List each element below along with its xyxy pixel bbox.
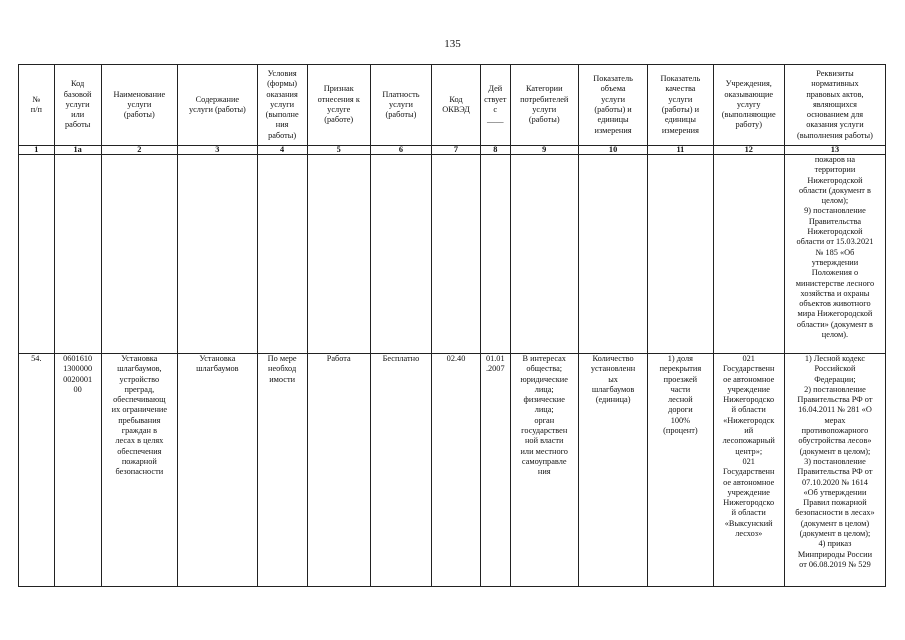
payment-cell: Бесплатно	[370, 354, 431, 587]
column-number: 1	[19, 146, 55, 155]
table-row-54	[19, 354, 886, 587]
header-cell-conditions: Условия (формы) оказания услуги (выполне ния работы)	[257, 65, 307, 146]
table-cell	[432, 155, 481, 354]
header-cell-row-number: № п/п	[19, 65, 55, 146]
header-cell-service-code: Код базовой услуги или работы	[54, 65, 101, 146]
table-cell	[370, 155, 431, 354]
column-number: 5	[307, 146, 370, 155]
service-code-cell: 0601610 1300000 0020001 00	[54, 354, 101, 587]
column-number: 12	[713, 146, 784, 155]
column-number: 1а	[54, 146, 101, 155]
conditions-cell: По мере необход имости	[257, 354, 307, 587]
header-cell-service-content: Содержание услуги (работы)	[178, 65, 258, 146]
column-number: 3	[178, 146, 258, 155]
column-number: 9	[510, 146, 578, 155]
services-registry-table	[18, 64, 886, 587]
attribute-cell: Работа	[307, 354, 370, 587]
page-number: 135	[444, 38, 461, 50]
table-cell	[648, 155, 713, 354]
legal-acts-continuation-cell: пожаров на территории Нижегородской области (документ в целом); 9) постановление Правительства Нижегородской области от 15.03.2021 № 185 «Об утверждении Положения о министерстве лесного хозяйства и охраны объектов животного мира Нижегородской области» (документ в целом).	[784, 155, 885, 354]
row-number-cell: 54.	[19, 354, 55, 587]
header-cell-legal-acts: Реквизиты нормативных правовых актов, являющихся основанием для оказания услуги (выполнения работы)	[784, 65, 885, 146]
column-number: 4	[257, 146, 307, 155]
table-cell	[510, 155, 578, 354]
column-number: 10	[578, 146, 647, 155]
column-number-row	[19, 146, 886, 155]
continuation-row	[19, 155, 886, 354]
table-cell	[101, 155, 178, 354]
quality-indicator-cell: 1) доля перекрытия проезжей части лесной дороги 100% (процент)	[648, 354, 713, 587]
header-cell-okved: Код ОКВЭД	[432, 65, 481, 146]
header-cell-service-name: Наименование услуги (работы)	[101, 65, 178, 146]
legal-acts-cell: 1) Лесной кодекс Российской Федерации; 2) постановление Правительства РФ от 16.04.2011 № 281 «О мерах противопожарного обустройства лесов» (документ в целом); 3) постановление Правительства РФ от 07.10.2020 № 1614 «Об утверждении Правил пожарной безопасности в лесах» (документ в целом) (документ в целом); 4) приказ Минприроды России от 06.08.2019 № 529	[784, 354, 885, 587]
valid-from-cell: 01.01 .2007	[480, 354, 510, 587]
column-number: 7	[432, 146, 481, 155]
table-cell	[713, 155, 784, 354]
column-number: 11	[648, 146, 713, 155]
header-cell-consumers: Категории потребителей услуги (работы)	[510, 65, 578, 146]
table-cell	[19, 155, 55, 354]
table-cell	[578, 155, 647, 354]
table-cell	[178, 155, 258, 354]
service-content-cell: Установка шлагбаумов	[178, 354, 258, 587]
header-cell-attribute: Признак отнесения к услуге (работе)	[307, 65, 370, 146]
header-cell-quality-indicator: Показатель качества услуги (работы) и единицы измерения	[648, 65, 713, 146]
table-cell	[307, 155, 370, 354]
header-row	[19, 65, 886, 146]
table-cell	[54, 155, 101, 354]
volume-indicator-cell: Количество установленн ых шлагбаумов (единица)	[578, 354, 647, 587]
column-number: 13	[784, 146, 885, 155]
okved-cell: 02.40	[432, 354, 481, 587]
column-number: 2	[101, 146, 178, 155]
header-cell-volume-indicator: Показатель объема услуги (работы) и единицы измерения	[578, 65, 647, 146]
column-number: 8	[480, 146, 510, 155]
institutions-cell: 021 Государственн ое автономное учреждение Нижегородско й области «Нижегородск ий лесопожарный центр»; 021 Государственн ое автономное учреждение Нижегородско й области «Выксунский лесхоз»	[713, 354, 784, 587]
header-cell-payment: Платность услуги (работы)	[370, 65, 431, 146]
consumers-cell: В интересах общества; юридические лица; физические лица; орган государствен ной власти или местного самоуправле ния	[510, 354, 578, 587]
service-name-cell: Установка шлагбаумов, устройство преград, обеспечивающ их ограничение пребывания граждан в лесах в целях обеспечения пожарной безопасности	[101, 354, 178, 587]
header-cell-valid-from: Дей ствует с ____	[480, 65, 510, 146]
column-number: 6	[370, 146, 431, 155]
table-cell	[257, 155, 307, 354]
table-cell	[480, 155, 510, 354]
header-cell-institutions: Учреждения, оказывающие услугу (выполняющие работу)	[713, 65, 784, 146]
